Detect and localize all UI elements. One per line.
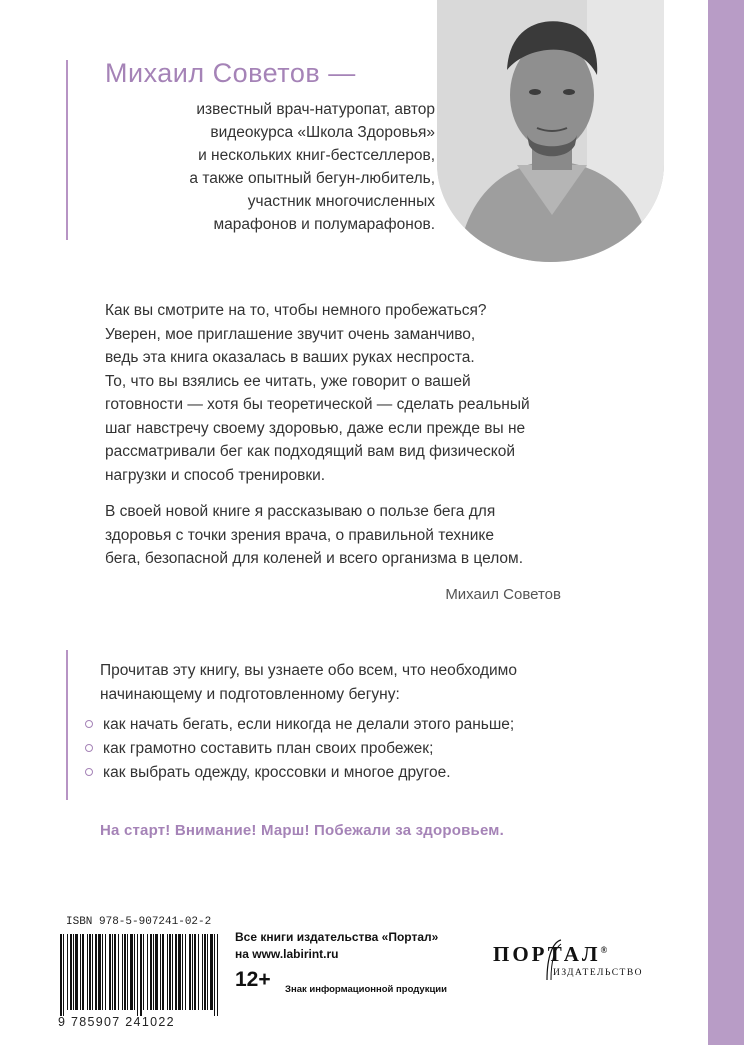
publisher-logo (493, 938, 663, 984)
spine-color-band (708, 0, 744, 1045)
learn-intro-line: начинающему и подготовленному бегуну: (100, 685, 400, 703)
author-bio-line: а также опытный бегун-любитель, (189, 170, 435, 187)
author-photo-illustration (437, 0, 664, 262)
intro-paragraph-2 (105, 500, 575, 571)
circle-bullet-icon (85, 744, 93, 752)
isbn-label: ISBN 978-5-907241-02-2 (66, 916, 212, 928)
author-bio-line: известный врач-натуропат, автор (196, 101, 435, 118)
author-photo (437, 0, 664, 262)
age-rating: 12+ (235, 968, 271, 991)
learn-bullet-item (85, 737, 575, 761)
learn-bullet-item (85, 761, 575, 785)
publisher-logo-subtitle: ИЗДАТЕЛЬСТВО (553, 968, 644, 978)
intro-paragraph-line: ведь эта книга оказалась в ваших руках неспроста. (105, 349, 475, 366)
intro-paragraph-line: рассматривали бег как подходящий вам вид физической (105, 443, 515, 460)
learn-bullet-text: как грамотно составить план своих пробежек; (103, 740, 434, 757)
learn-bullet-text: как начать бегать, если никогда не делали этого раньше; (103, 716, 515, 733)
intro-paragraph-line: В своей новой книге я рассказываю о пользе бега для (105, 503, 496, 520)
learn-intro-line: Прочитав эту книгу, вы узнаете обо всем, что необходимо (100, 662, 517, 679)
age-rating-label: Знак информационной продукции (285, 984, 447, 995)
intro-paragraph-line: Уверен, мое приглашение звучит очень заманчиво, (105, 325, 476, 343)
publisher-website: на www.labirint.ru (235, 947, 339, 961)
intro-paragraph-line: шаг навстречу своему здоровью, даже если прежде вы не (105, 419, 526, 437)
barcode-digits: 9 785907 241022 (58, 1015, 175, 1029)
barcode-icon (58, 934, 222, 1016)
author-bio (105, 98, 435, 236)
learn-bullet-text: как выбрать одежду, кроссовки и многое другое. (103, 764, 451, 781)
publisher-line: Все книги издательства «Портал» (235, 930, 439, 944)
author-bio-line: марафонов и полумарафонов. (213, 216, 435, 233)
intro-paragraph-1 (105, 299, 575, 487)
circle-bullet-icon (85, 720, 93, 728)
author-bio-line: участник многочисленных (247, 193, 435, 210)
author-bio-line: видеокурса «Школа Здоровья» (210, 124, 435, 141)
learn-bullet-item (85, 713, 575, 737)
intro-paragraph-line: здоровья с точки зрения врача, о правильной технике (105, 526, 494, 544)
learn-accent-line (66, 650, 68, 800)
intro-paragraph-line: Как вы смотрите на то, чтобы немного пробежаться? (105, 302, 487, 319)
slogan: На старт! Внимание! Марш! Побежали за здоровьем. (100, 822, 504, 839)
author-name: Михаил Советов — (105, 58, 356, 88)
intro-paragraph-line: То, что вы взялись ее читать, уже говорит о вашей (105, 372, 471, 390)
learn-bullet-list (85, 713, 575, 785)
publisher-info (235, 929, 438, 963)
learn-intro (100, 659, 580, 706)
intro-paragraph-line: бега, безопасной для коленей и всего организма в целом. (105, 550, 524, 567)
intro-paragraph-line: готовности — хотя бы теоретической — сделать реальный (105, 396, 530, 413)
author-signature: Михаил Советов (445, 586, 561, 603)
intro-paragraph-line: нагрузки и способ тренировки. (105, 466, 326, 484)
circle-bullet-icon (85, 768, 93, 776)
author-accent-line (66, 60, 68, 240)
publisher-logo-text: ПОРТАЛ® (493, 942, 611, 966)
author-bio-line: и нескольких книг-бестселлеров, (198, 147, 435, 164)
